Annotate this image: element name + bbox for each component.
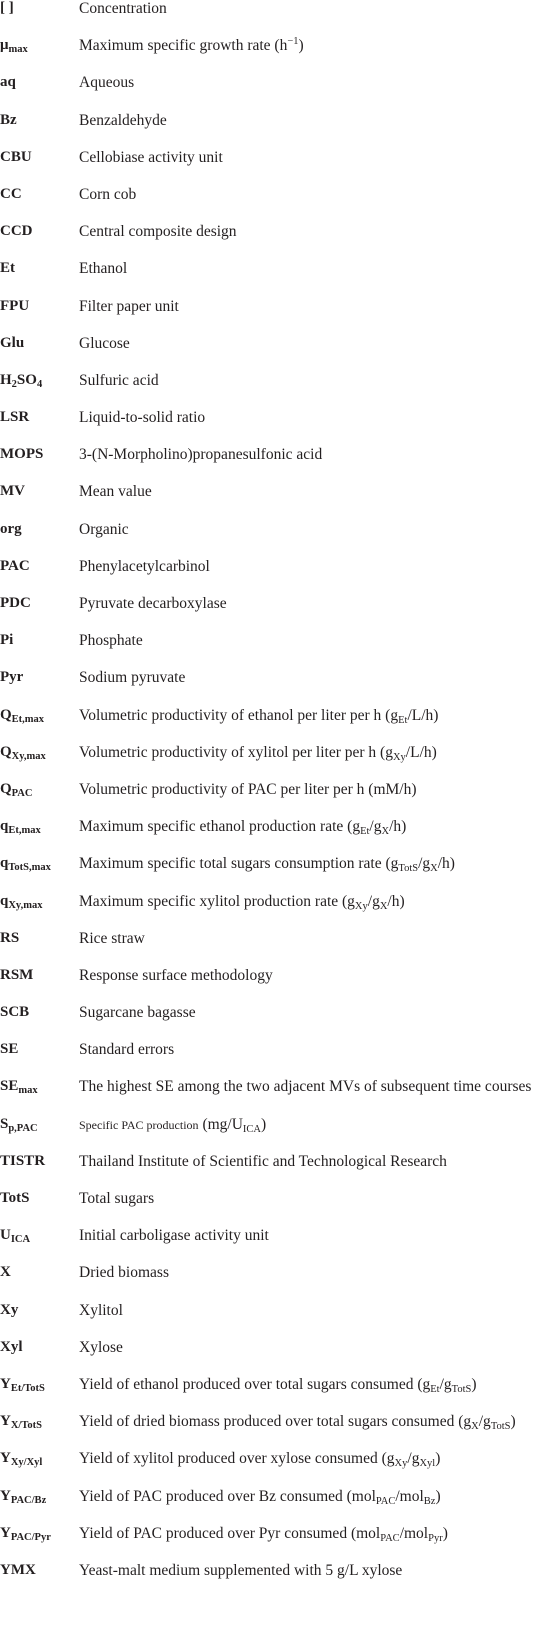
abbreviation-term [0,223,33,240]
abbreviation-term [0,781,32,798]
definition-text: Ethanol [79,260,128,278]
abbreviation-row [0,855,558,892]
abbreviation-definition [79,260,127,278]
definition-text: Mean value [79,483,152,501]
abbreviation-term [0,1339,23,1356]
abbreviation-term [0,335,24,352]
definition-text: Maximum specific xylitol production rate (g [79,892,355,910]
abbreviation-row [0,1339,558,1376]
abbreviation-definition [79,1450,440,1468]
abbreviation-term [0,112,17,129]
definition-subscript: Et [430,1383,440,1395]
definition-text: Phosphate [79,632,143,650]
definition-subscript: X [471,1421,479,1433]
term-text: MV [0,483,25,500]
definition-text: Rice straw [79,929,145,947]
term-text: RSM [0,966,34,983]
definition-subscript: Xy [354,900,368,912]
definition-text: /h) [389,818,407,836]
term-text: Y [0,1487,11,1504]
definition-text: Initial carboligase activity unit [79,1227,269,1245]
term-subscript: PAC/Pyr [10,1531,51,1543]
definition-text: Yield of PAC produced over Bz consumed (mol [79,1487,376,1505]
abbreviation-definition [79,1227,269,1245]
definition-text: Sugarcane bagasse [79,1004,196,1022]
term-text: Q [0,706,12,723]
definition-text: Liquid-to-solid ratio [79,409,206,427]
abbreviation-term [0,186,22,203]
term-text: μ [0,37,9,54]
abbreviation-term [0,818,41,835]
term-text: Xy [0,1301,19,1318]
term-text: Y [0,1413,11,1430]
abbreviation-term [0,446,43,463]
term-subscript: p,PAC [8,1122,38,1134]
term-text: Xyl [0,1338,23,1355]
abbreviation-row [0,669,558,706]
definition-text: Response surface methodology [79,966,273,984]
definition-subscript: PAC [375,1495,396,1507]
definition-text: /g [407,1450,420,1468]
term-text: CBU [0,148,32,165]
abbreviation-term [0,744,46,761]
definition-text: Cellobiase activity unit [79,148,223,166]
definition-text: /h) [437,855,455,873]
term-text: Q [0,780,12,797]
abbreviation-term [0,1153,45,1170]
abbreviation-row [0,967,558,1004]
abbreviation-definition [79,744,437,762]
term-text: org [0,520,22,537]
abbreviation-term [0,1227,30,1244]
definition-subscript: PAC [380,1532,400,1544]
abbreviation-term [0,149,32,166]
term-text: CCD [0,223,33,240]
abbreviation-row [0,1153,558,1190]
abbreviation-definition [79,558,210,576]
definition-subscript: Xy [394,1458,408,1470]
definition-text: Standard errors [79,1041,175,1059]
abbreviation-row [0,1488,558,1525]
term-subscript: max [18,1085,38,1097]
definition-text: /g [478,1413,491,1431]
abbreviation-definition [79,1116,266,1134]
abbreviation-definition [79,893,405,911]
term-subscript: Xy,max [8,899,43,911]
term-text: Pyr [0,669,24,686]
abbreviation-definition [79,0,167,18]
definition-text: Filter paper unit [79,297,179,315]
definition-text: Volumetric productivity of xylitol per liter per h (g [79,743,393,761]
abbreviation-row [0,632,558,669]
term-text: q [0,818,9,835]
definition-subscript: TotS [398,863,419,875]
abbreviation-row [0,1413,558,1450]
definition-text: Yeast-malt medium supplemented with 5 g/L xylose [79,1561,403,1579]
abbreviation-row [0,930,558,967]
abbreviation-term [0,1525,51,1542]
definition-text-small: Specific PAC production [79,1117,199,1132]
definition-text: /L/h) [407,706,439,724]
abbreviation-term [0,669,23,686]
abbreviation-definition [79,632,143,650]
abbreviation-definition [79,1339,123,1357]
abbreviation-definition [79,967,273,985]
term-text: YMX [0,1561,36,1578]
abbreviation-term [0,1041,18,1058]
term-text: Pi [0,632,14,649]
abbreviation-definition [79,1413,516,1431]
abbreviation-term [0,558,30,575]
definition-text: /g [439,1375,452,1393]
definition-text: ) [298,37,304,55]
abbreviation-term [0,595,31,612]
abbreviation-definition [79,409,205,427]
abbreviation-definition [79,37,304,55]
definition-text: Xylitol [79,1301,123,1319]
definition-subscript: X [379,900,388,912]
abbreviation-definition [79,930,145,948]
abbreviation-definition [79,335,130,353]
abbreviation-definition [79,1078,531,1096]
term-subscript: ICA [10,1234,31,1246]
definition-text: ) [435,1487,441,1505]
definition-text: Central composite design [79,223,237,241]
abbreviation-definition [79,1488,441,1506]
term-text: Y [0,1375,11,1392]
abbreviation-definition [79,483,152,501]
definition-text: /g [367,892,380,910]
abbreviation-definition [79,446,322,464]
term-text: SCB [0,1004,30,1021]
abbreviation-definition [79,298,179,316]
term-text: Y [0,1524,11,1541]
abbreviation-term [0,1413,42,1430]
term-subscript: Xy,max [11,750,46,762]
definition-subscript: X [381,826,390,838]
definition-text: Concentration [79,0,167,17]
term-text: [ ] [0,0,14,16]
abbreviation-row [0,1190,558,1227]
definition-subscript: ICA [242,1123,261,1135]
abbreviation-definition [79,1153,447,1171]
abbreviation-definition [79,669,185,687]
definition-subscript: Xy [392,751,406,763]
abbreviation-definition [79,595,227,613]
definition-text: /h) [387,892,405,910]
abbreviation-term [0,298,29,315]
abbreviation-term [0,707,44,724]
abbreviation-term [0,521,22,538]
abbreviation-definition [79,112,167,130]
term-text: SE [0,1078,19,1095]
term-subscript: X/TotS [10,1420,42,1432]
abbreviation-row [0,1562,558,1599]
abbreviation-row [0,1525,558,1562]
abbreviation-definition [79,1264,169,1282]
term-text: Et [0,260,15,277]
definition-subscript: Pyr [428,1532,443,1544]
abbreviation-term [0,74,16,91]
definition-text: Xylose [79,1338,123,1356]
abbreviation-row [0,1004,558,1041]
abbreviation-row [0,112,558,149]
abbreviation-definition [79,223,237,241]
definition-text: Sodium pyruvate [79,669,186,687]
term-text: U [0,1227,11,1244]
term-text: FPU [0,297,30,314]
definition-subscript: Et [360,826,370,838]
definition-text: Thailand Institute of Scientific and Technological Research [79,1152,447,1170]
definition-text: Volumetric productivity of PAC per liter per h (mM/h) [79,780,417,798]
definition-text: /mol [395,1487,424,1505]
abbreviation-row [0,335,558,372]
definition-text: ) [435,1450,441,1468]
abbreviation-definition [79,1376,477,1394]
abbreviation-definition [79,1525,448,1543]
term-text: q [0,855,9,872]
term-text: Bz [0,111,17,128]
definition-text: ) [471,1375,477,1393]
abbreviation-row [0,483,558,520]
term-subscript: PAC/Bz [10,1494,47,1506]
definition-text: Yield of dried biomass produced over total sugars consumed (g [79,1413,472,1431]
definition-text: ) [442,1524,448,1542]
definition-text: Phenylacetylcarbinol [79,557,210,575]
term-subscript: Et,max [11,713,45,725]
term-text: X [0,1264,11,1281]
term-subscript: Et,max [8,825,41,837]
definition-text: Maximum specific growth rate (h [79,37,288,55]
abbreviation-definition [79,521,129,539]
abbreviation-row [0,818,558,855]
abbreviation-row [0,149,558,186]
definition-text: Dried biomass [79,1264,169,1282]
definition-text: Benzaldehyde [79,111,167,129]
abbreviation-row [0,74,558,111]
definition-text: Pyruvate decarboxylase [79,595,227,612]
definition-subscript: Bz [423,1495,436,1507]
abbreviation-row [0,223,558,260]
abbreviation-definition [79,1190,154,1208]
term-text: q [0,892,9,909]
abbreviation-row [0,37,558,74]
abbreviation-definition [79,186,136,204]
abbreviation-term [0,1562,36,1579]
definition-text: Corn cob [79,185,137,203]
abbreviation-term [0,1450,42,1467]
abbreviation-definition [79,1302,123,1320]
abbreviation-term [0,1004,29,1021]
abbreviation-term [0,1302,18,1319]
term-text: MOPS [0,446,44,463]
abbreviation-row [0,893,558,930]
term-text: SO [16,371,37,388]
abbreviation-row [0,1227,558,1264]
abbreviation-row [0,409,558,446]
definition-text: Sulfuric acid [79,371,159,389]
definition-text: /L/h) [405,743,437,761]
term-text: Glu [0,334,25,351]
abbreviation-term [0,1190,29,1207]
term-text: CC [0,185,22,202]
abbreviation-row [0,1302,558,1339]
term-text: LSR [0,409,30,426]
abbreviation-row [0,446,558,483]
abbreviation-row [0,1264,558,1301]
term-text: S [0,1115,9,1132]
abbreviation-row [0,781,558,818]
abbreviation-row [0,558,558,595]
abbreviation-definition [79,707,438,725]
definition-subscript: Xyl [419,1458,436,1470]
definition-text: Yield of PAC produced over Pyr consumed (mol [79,1524,381,1542]
abbreviation-term [0,855,51,872]
abbreviation-term [0,0,14,17]
abbreviation-row [0,744,558,781]
definition-subscript: TotS [490,1421,511,1433]
term-subscript: PAC [11,787,33,799]
term-subscript: max [8,44,28,56]
term-text: RS [0,929,20,946]
term-text: SE [0,1041,19,1058]
definition-text: Volumetric productivity of ethanol per liter per h (g [79,706,399,724]
definition-text: /mol [399,1524,429,1542]
abbreviation-term [0,372,42,389]
term-subscript: Et/TotS [10,1382,45,1394]
abbreviation-row [0,186,558,223]
definition-text: ) [261,1115,267,1133]
abbreviation-definition [79,1041,174,1059]
abbreviation-row [0,595,558,632]
abbreviation-definition [79,372,159,390]
abbreviation-definition [79,1004,196,1022]
abbreviation-term [0,1264,11,1281]
abbreviation-row [0,1450,558,1487]
abbreviation-term [0,967,33,984]
abbreviation-definition [79,149,223,167]
abbreviation-row [0,260,558,297]
definition-text: The highest SE among the two adjacent MVs of subsequent time courses [79,1078,532,1096]
abbreviation-row [0,707,558,744]
term-subscript: 2 [11,378,17,390]
definition-text: Total sugars [79,1190,155,1207]
abbreviation-term [0,1116,38,1133]
definition-superscript: −1 [287,36,299,48]
term-text: TotS [0,1190,30,1206]
definition-text: Yield of xylitol produced over xylose consumed (g [79,1450,395,1468]
abbreviation-row [0,298,558,335]
term-text: Q [0,743,12,760]
abbreviation-definition [79,1562,402,1580]
definition-text: 3-(N-Morpholino)propanesulfonic acid [79,446,323,464]
abbreviation-row [0,0,558,37]
abbreviation-definition [79,781,417,799]
abbreviation-term [0,1376,45,1393]
definition-text: Yield of ethanol produced over total sugars consumed (g [79,1375,431,1393]
abbreviation-row [0,1376,558,1413]
term-text: TISTR [0,1152,46,1169]
abbreviation-definition [79,818,406,836]
abbreviation-term [0,409,29,426]
abbreviation-term [0,260,15,277]
term-subscript: TotS,max [8,862,51,874]
abbreviation-row [0,1041,558,1078]
definition-text: Glucose [79,334,130,352]
term-subscript: 4 [36,378,43,390]
definition-text: ) [510,1413,516,1431]
abbreviation-term [0,1078,38,1095]
abbreviation-row [0,1116,558,1153]
definition-subscript: TotS [451,1383,472,1395]
abbreviation-definition [79,855,455,873]
definition-subscript: Et [398,714,408,726]
abbreviation-row [0,1078,558,1115]
definition-text: Maximum specific ethanol production rate (g [79,818,361,836]
definition-subscript: X [430,863,438,875]
definition-text: (mg/U [198,1115,243,1133]
term-text: PDC [0,595,31,611]
abbreviation-term [0,1488,46,1505]
abbreviation-row [0,372,558,409]
term-text: aq [0,74,16,91]
abbreviation-term [0,37,28,54]
term-text: PAC [0,557,30,574]
abbreviation-term [0,930,19,947]
term-subscript: Xy/Xyl [10,1457,43,1469]
term-text: H [0,371,12,388]
term-text: Y [0,1450,11,1467]
definition-text: /g [369,818,382,836]
abbreviation-term [0,632,13,649]
abbreviation-row [0,521,558,558]
definition-text: Aqueous [79,74,135,92]
abbreviation-term [0,893,42,910]
definition-text: Organic [79,520,129,538]
abbreviation-definition [79,74,134,92]
definition-text: /g [418,855,431,873]
definition-text: Maximum specific total sugars consumption rate (g [79,855,399,873]
abbreviation-term [0,483,25,500]
